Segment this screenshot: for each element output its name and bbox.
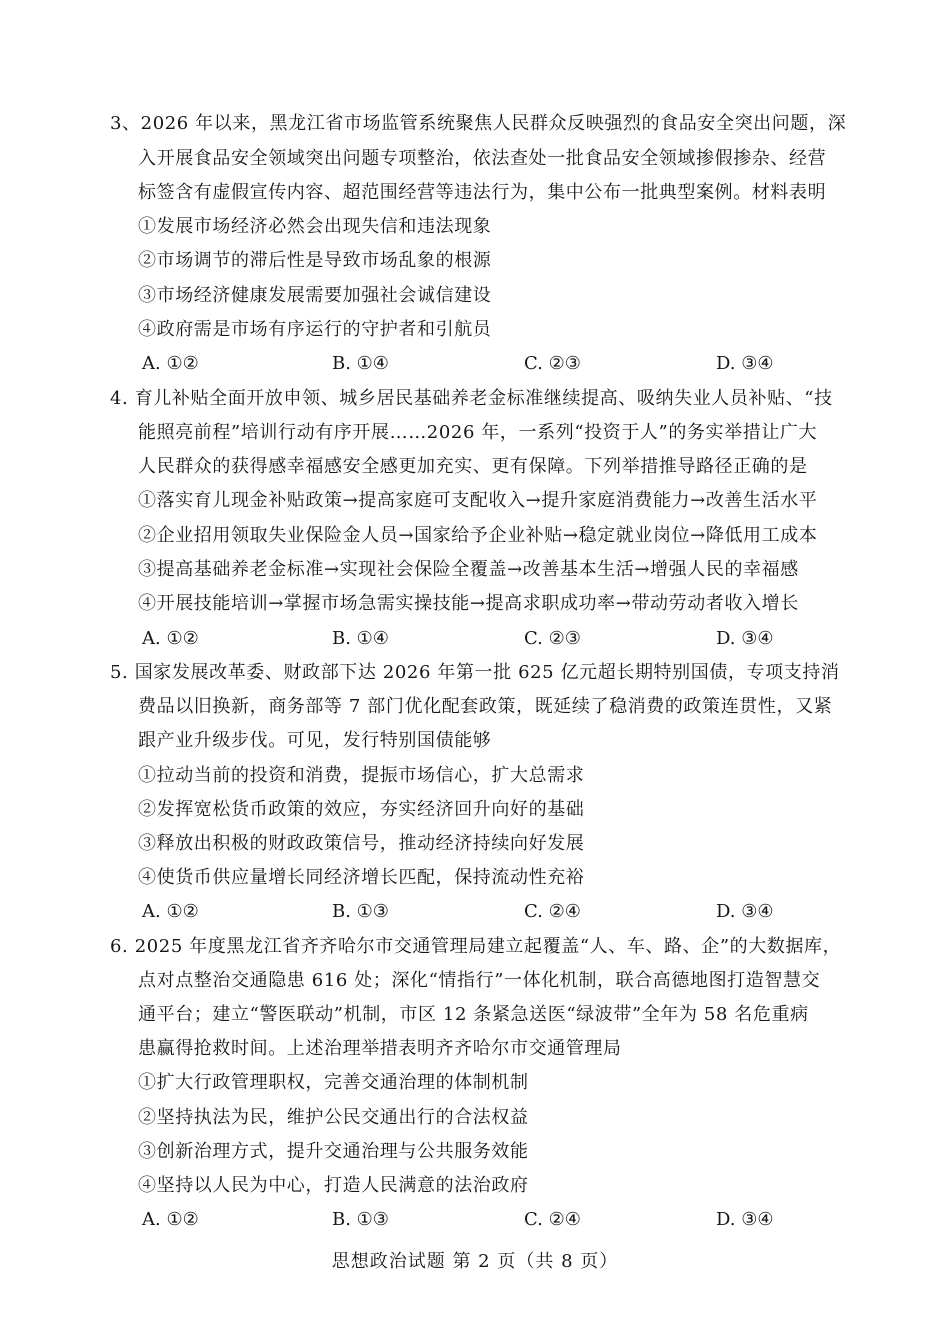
option-a: A. ①②	[142, 901, 199, 922]
option-a: A. ①②	[142, 1209, 199, 1230]
statement-item: ①发展市场经济必然会出现失信和违法现象	[138, 216, 492, 237]
option-d: D. ③④	[716, 901, 774, 922]
question-stem-line: 4. 育儿补贴全面开放申领、城乡居民基础养老金标准继续提高、吸纳失业人员补贴、“技	[110, 388, 833, 409]
question-stem-line: 费品以旧换新，商务部等 7 部门优化配套政策，既延续了稳消费的政策连贯性，又紧	[138, 696, 833, 717]
question-stem-line: 入开展食品安全领域突出问题专项整治，依法查处一批食品安全领域掺假掺杂、经营	[138, 148, 827, 169]
option-b: B. ①④	[332, 353, 389, 374]
question-stem-line: 患赢得抢救时间。上述治理举措表明齐齐哈尔市交通管理局	[138, 1038, 622, 1059]
statement-item: ④使货币供应量增长同经济增长匹配，保持流动性充裕	[138, 867, 585, 888]
statement-item: ③提高基础养老金标准→实现社会保险全覆盖→改善基本生活→增强人民的幸福感	[138, 559, 799, 580]
option-d: D. ③④	[716, 353, 774, 374]
question-stem-line: 点对点整治交通隐患 616 处；深化“情指行”一体化机制，联合高德地图打造智慧交	[138, 970, 821, 991]
question-stem-line: 人民群众的获得感幸福感安全感更加充实、更有保障。下列举措推导路径正确的是	[138, 456, 808, 477]
question-stem-line: 通平台；建立“警医联动”机制，市区 12 条紧急送医“绿波带”全年为 58 名危重病	[138, 1004, 809, 1025]
option-c: C. ②④	[524, 901, 581, 922]
page-footer: 思想政治试题 第 2 页（共 8 页）	[331, 1251, 619, 1272]
option-d: D. ③④	[716, 628, 774, 649]
question-stem-line: 6. 2025 年度黑龙江省齐齐哈尔市交通管理局建立起覆盖“人、车、路、企”的大数据库，	[110, 936, 842, 957]
option-c: C. ②③	[524, 353, 581, 374]
statement-item: ③创新治理方式，提升交通治理与公共服务效能	[138, 1141, 529, 1162]
statement-item: ④政府需是市场有序运行的守护者和引航员	[138, 319, 492, 340]
option-c: C. ②④	[524, 1209, 581, 1230]
option-a: A. ①②	[142, 353, 199, 374]
question-stem-line: 5. 国家发展改革委、财政部下达 2026 年第一批 625 亿元超长期特别国债，专项支持消	[110, 662, 840, 683]
statement-item: ③释放出积极的财政政策信号，推动经济持续向好发展	[138, 833, 585, 854]
option-d: D. ③④	[716, 1209, 774, 1230]
statement-item: ④坚持以人民为中心，打造人民满意的法治政府	[138, 1175, 529, 1196]
statement-item: ①扩大行政管理职权，完善交通治理的体制机制	[138, 1072, 529, 1093]
option-b: B. ①③	[332, 901, 389, 922]
statement-item: ③市场经济健康发展需要加强社会诚信建设	[138, 285, 492, 306]
question-stem-line: 跟产业升级步伐。可见，发行特别国债能够	[138, 730, 492, 751]
question-stem-line: 3、2026 年以来，黑龙江省市场监管系统聚焦人民群众反映强烈的食品安全突出问题，深	[110, 113, 847, 134]
option-a: A. ①②	[142, 628, 199, 649]
statement-item: ①拉动当前的投资和消费，提振市场信心，扩大总需求	[138, 765, 585, 786]
statement-item: ②企业招用领取失业保险金人员→国家给予企业补贴→稳定就业岗位→降低用工成本	[138, 525, 818, 546]
option-c: C. ②③	[524, 628, 581, 649]
question-stem-line: 能照亮前程”培训行动有序开展……2026 年，一系列“投资于人”的务实举措让广大	[138, 422, 818, 443]
statement-item: ④开展技能培训→掌握市场急需实操技能→提高求职成功率→带动劳动者收入增长	[138, 593, 799, 614]
statement-item: ②市场调节的滞后性是导致市场乱象的根源	[138, 250, 492, 271]
option-b: B. ①④	[332, 628, 389, 649]
option-b: B. ①③	[332, 1209, 389, 1230]
statement-item: ②发挥宽松货币政策的效应，夯实经济回升向好的基础	[138, 799, 585, 820]
question-stem-line: 标签含有虚假宣传内容、超范围经营等违法行为，集中公布一批典型案例。材料表明	[138, 182, 827, 203]
statement-item: ①落实育儿现金补贴政策→提高家庭可支配收入→提升家庭消费能力→改善生活水平	[138, 490, 818, 511]
statement-item: ②坚持执法为民，维护公民交通出行的合法权益	[138, 1107, 529, 1128]
